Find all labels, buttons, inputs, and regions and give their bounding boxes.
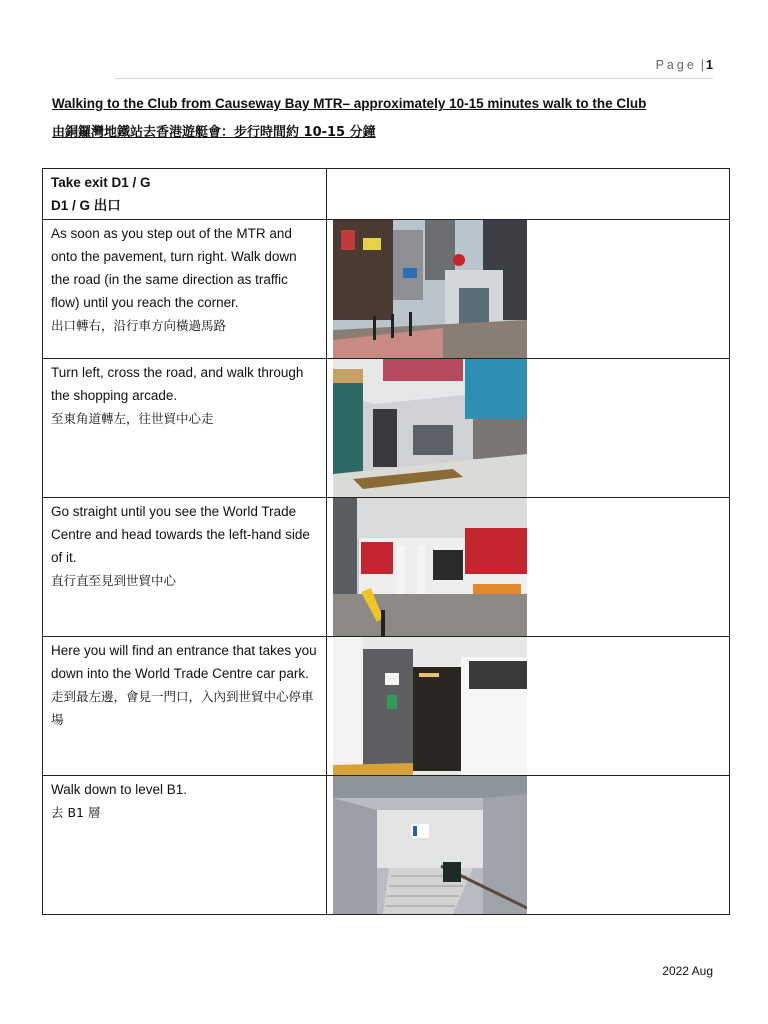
street-exit-photo [333,220,527,358]
table-row [43,498,730,637]
page-header [115,58,713,79]
world-trade-centre-photo [333,498,527,636]
step-text-cell [43,220,327,359]
step-photo-cell [327,498,730,637]
document-date: 2022 Aug [662,964,713,978]
table-row [43,359,730,498]
step-instruction: As soon as you step out of the MTR and onto the pavement, turn right. Walk down the road (in the same direction as traffic flow) until you reach the corner. [51,226,297,310]
shopping-arcade-photo [333,359,527,497]
directions-table [42,168,730,915]
exit-cell [43,169,327,220]
step-instruction: Here you will find an entrance that takes you down into the World Trade Centre car park. [51,643,317,681]
stairs-b1-photo [333,776,527,914]
step-photo-cell [327,220,730,359]
step-instruction-chinese: 出口轉右，沿行車方向橫過馬路 [51,318,227,333]
step-instruction: Turn left, cross the road, and walk through the shopping arcade. [51,365,304,403]
step-text-cell [43,498,327,637]
exit-label: Take exit D1 / G [51,175,151,190]
step-photo-cell [327,637,730,776]
step-photo-cell [327,776,730,915]
table-header-row [43,169,730,220]
step-instruction: Walk down to level B1. [51,782,188,797]
empty-header-cell [327,169,730,220]
step-instruction-chinese: 走到最左邊，會見一門口，入內到世貿中心停車場 [51,689,314,727]
step-instruction: Go straight until you see the World Trade Centre and head towards the left-hand side of it. [51,504,310,565]
exit-label-chinese: D1 / G 出口 [51,198,121,213]
table-row [43,637,730,776]
table-row [43,776,730,915]
page-separator: | [700,58,705,72]
step-text-cell [43,359,327,498]
table-row [43,220,730,359]
page-label: Page [655,58,697,72]
step-instruction-chinese: 至東角道轉左，往世貿中心走 [51,411,214,426]
step-text-cell [43,637,327,776]
step-photo-cell [327,359,730,498]
step-text-cell [43,776,327,915]
document-title-chinese: 由銅鑼灣地鐵站去香港遊艇會：步行時間約 10-15 分鐘 [52,125,376,140]
step-instruction-chinese: 去 B1 層 [51,805,101,820]
page-number: 1 [706,58,713,72]
step-instruction-chinese: 直行直至見到世貿中心 [51,573,177,588]
car-park-entrance-photo [333,637,527,775]
document-title: Walking to the Club from Causeway Bay MTR– approximately 10-15 minutes walk to the Club [52,96,647,111]
